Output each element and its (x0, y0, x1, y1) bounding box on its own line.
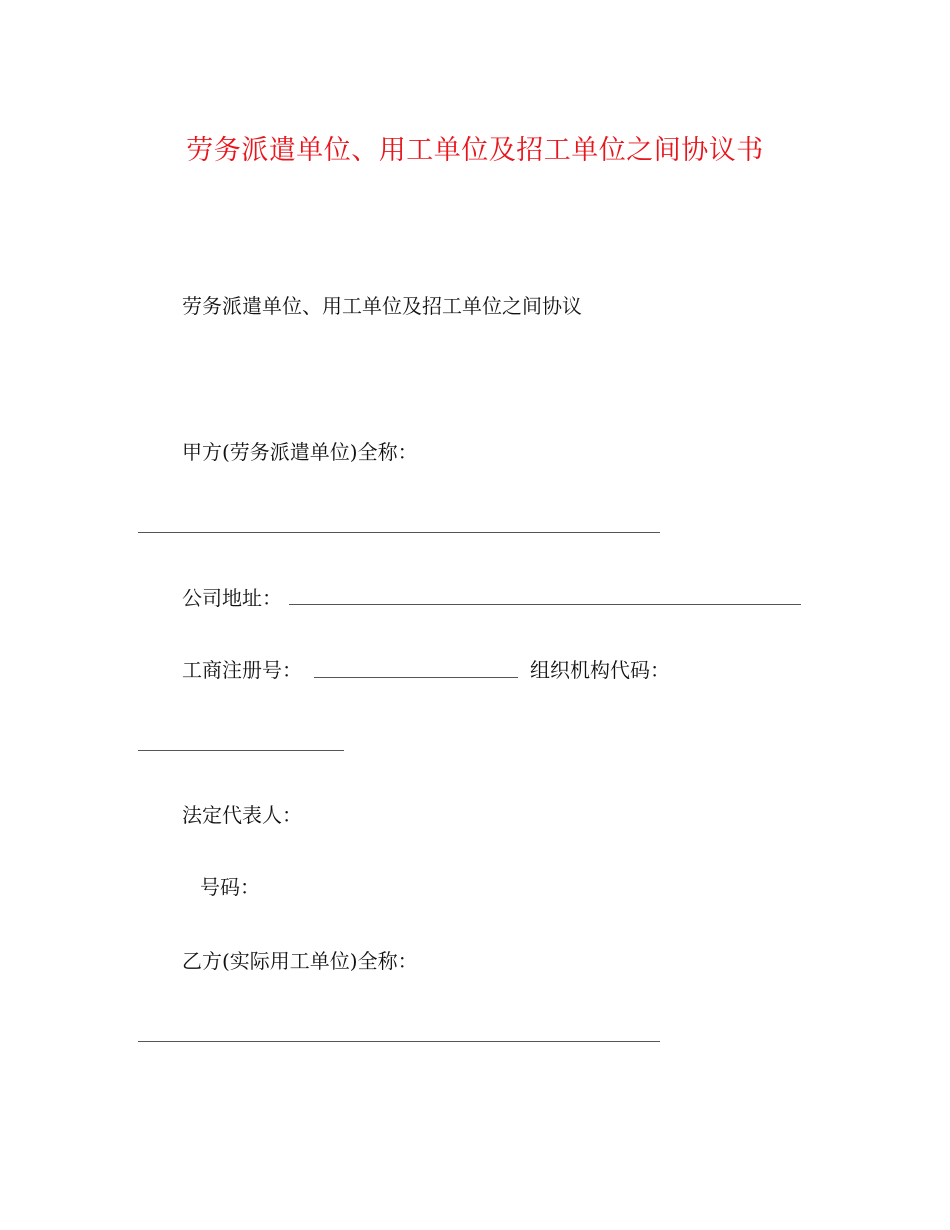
number-label: 号码： (200, 875, 260, 899)
business-reg-blank (314, 677, 518, 678)
party-b-name-label: 乙方(实际用工单位)全称： (182, 949, 418, 973)
party-a-name-label: 甲方(劳务派遣单位)全称： (182, 440, 418, 464)
document-title: 劳务派遣单位、用工单位及招工单位之间协议书 (186, 135, 764, 166)
party-b-name-blank (138, 1041, 660, 1042)
company-address-blank (289, 604, 801, 605)
legal-rep-label: 法定代表人： (182, 803, 302, 827)
party-a-name-blank (138, 532, 660, 533)
org-code-blank (138, 750, 344, 751)
business-reg-label: 工商注册号： (182, 658, 302, 682)
company-address-label: 公司地址： (182, 586, 282, 610)
org-code-label: 组织机构代码： (530, 658, 670, 682)
document-subtitle: 劳务派遣单位、用工单位及招工单位之间协议 (182, 294, 582, 318)
